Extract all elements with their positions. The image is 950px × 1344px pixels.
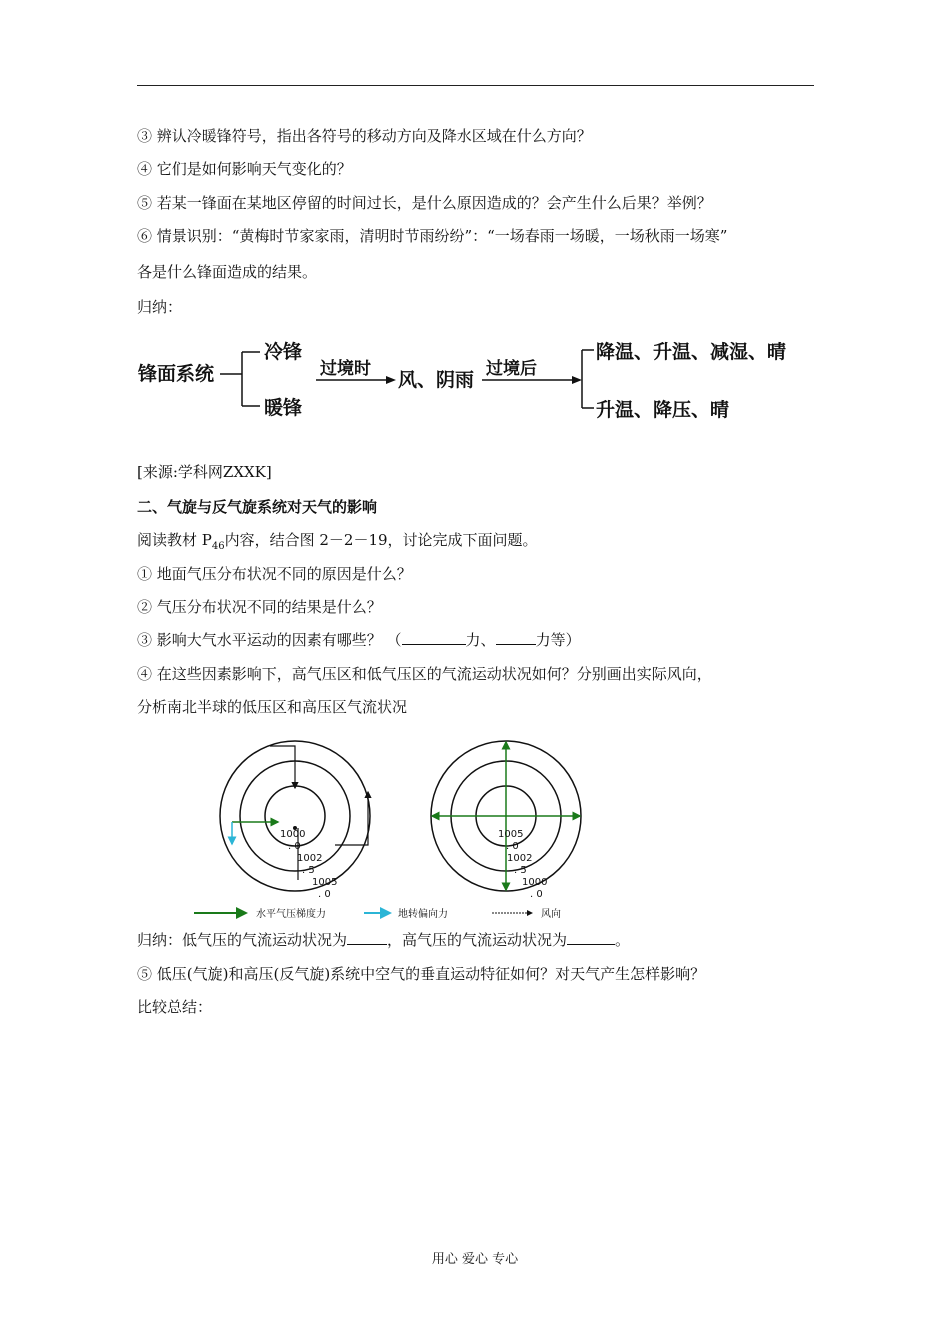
isobar-label: 1002 <box>297 853 323 864</box>
flow-root: 锋面系统 <box>138 363 215 385</box>
legend-wind-label: 风向 <box>541 909 561 920</box>
header-rule <box>137 85 814 86</box>
compare-label: 比较总结： <box>137 998 213 1016</box>
intro-text: 阅读教材 P <box>137 531 212 549</box>
summary-2 <box>137 930 630 950</box>
summary-2-end: 。 <box>615 931 631 949</box>
section-2-intro <box>137 530 538 557</box>
source-note: [来源:学科网ZXXK] <box>137 463 272 481</box>
question-3-mid: 力、 <box>465 631 496 649</box>
summary-2-text: 归纳：低气压的气流运动状况为 <box>137 931 348 949</box>
question-4: ④ 它们是如何影响天气变化的？ <box>137 160 352 178</box>
question-5-vertical: ⑤ 低压(气旋)和高压(反气旋)系统中空气的垂直运动特征如何？对天气产生怎样影响？ <box>137 965 706 983</box>
low-pressure-answer-blank[interactable] <box>347 930 387 945</box>
pressure-system-diagrams <box>180 730 620 925</box>
isobar-label: 1000 <box>280 829 306 840</box>
isobar-label: 1000 <box>522 877 548 888</box>
summary-2-mid: ，高气压的气流运动状况为 <box>387 931 568 949</box>
flow-passing-result: 风、阴雨 <box>398 369 475 391</box>
question-5: ⑤ 若某一锋面在某地区停留的时间过长，是什么原因造成的？会产生什么后果？举例？ <box>137 194 712 212</box>
question-3: ③ 辨认冷暖锋符号，指出各符号的移动方向及降水区域在什么方向？ <box>137 127 592 145</box>
high-pressure-diagram <box>431 741 581 900</box>
isobar-label: . 0 <box>506 841 519 852</box>
front-system-flowchart <box>134 330 814 430</box>
section-2-question-4-line-2: 分析南北半球的低压区和高压区气流状况 <box>137 698 408 716</box>
wind-arrow <box>270 746 295 788</box>
flow-after-warm: 升温、降压、晴 <box>596 399 730 421</box>
flow-after-cold: 降温、升温、减湿、晴 <box>596 341 787 363</box>
wind-arrow <box>335 792 368 845</box>
section-2-question-1: ① 地面气压分布状况不同的原因是什么？ <box>137 565 412 583</box>
flow-arrowhead <box>386 376 396 384</box>
low-pressure-diagram <box>220 741 370 900</box>
isobar-label: . 0 <box>318 889 331 900</box>
isobar-label: . 5 <box>302 865 315 876</box>
isobar-label: 1005 <box>312 877 338 888</box>
section-2-title: 二、气旋与反气旋系统对天气的影响 <box>137 498 378 516</box>
section-2-question-3 <box>137 630 581 650</box>
isobar-label: . 0 <box>288 841 301 852</box>
section-2-question-2: ② 气压分布状况不同的结果是什么？ <box>137 598 382 616</box>
question-3-text: ③ 影响大气水平运动的因素有哪些？ （ <box>137 631 402 649</box>
question-3-end: 力等） <box>535 631 581 649</box>
summary-label: 归纳： <box>137 298 183 316</box>
legend-pressure-gradient-label: 水平气压梯度力 <box>256 909 326 920</box>
high-pressure-answer-blank[interactable] <box>567 930 615 945</box>
legend-coriolis-label: 地转偏向力 <box>398 909 448 920</box>
isobar-label: 1005 <box>498 829 524 840</box>
flow-arrowhead <box>572 376 582 384</box>
isobar-label: 1002 <box>507 853 533 864</box>
answer-blank-2[interactable] <box>496 630 536 645</box>
intro-text-rest: 内容，结合图 2－2－19，讨论完成下面问题。 <box>224 531 538 549</box>
section-2-question-4-line-1: ④ 在这些因素影响下，高气压区和低气压区的气流运动状况如何？分别画出实际风向， <box>137 665 712 683</box>
isobar-label: . 0 <box>530 889 543 900</box>
flow-cold-front: 冷锋 <box>264 341 303 363</box>
flow-after-label: 过境后 <box>486 359 537 379</box>
question-6-line-2: 各是什么锋面造成的结果。 <box>137 263 318 281</box>
question-6-line-1: ⑥ 情景识别：“黄梅时节家家雨，清明时节雨纷纷”：“一场春雨一场暖，一场秋雨一场寒” <box>137 227 728 245</box>
answer-blank-1[interactable] <box>402 630 466 645</box>
page-footer: 用心 爱心 专心 <box>431 1252 519 1267</box>
diagram-legend <box>194 907 561 920</box>
intro-page-number: 46 <box>211 541 225 552</box>
isobar-label: . 5 <box>514 865 527 876</box>
flow-warm-front: 暖锋 <box>264 397 303 419</box>
flow-passing-label: 过境时 <box>320 359 371 379</box>
